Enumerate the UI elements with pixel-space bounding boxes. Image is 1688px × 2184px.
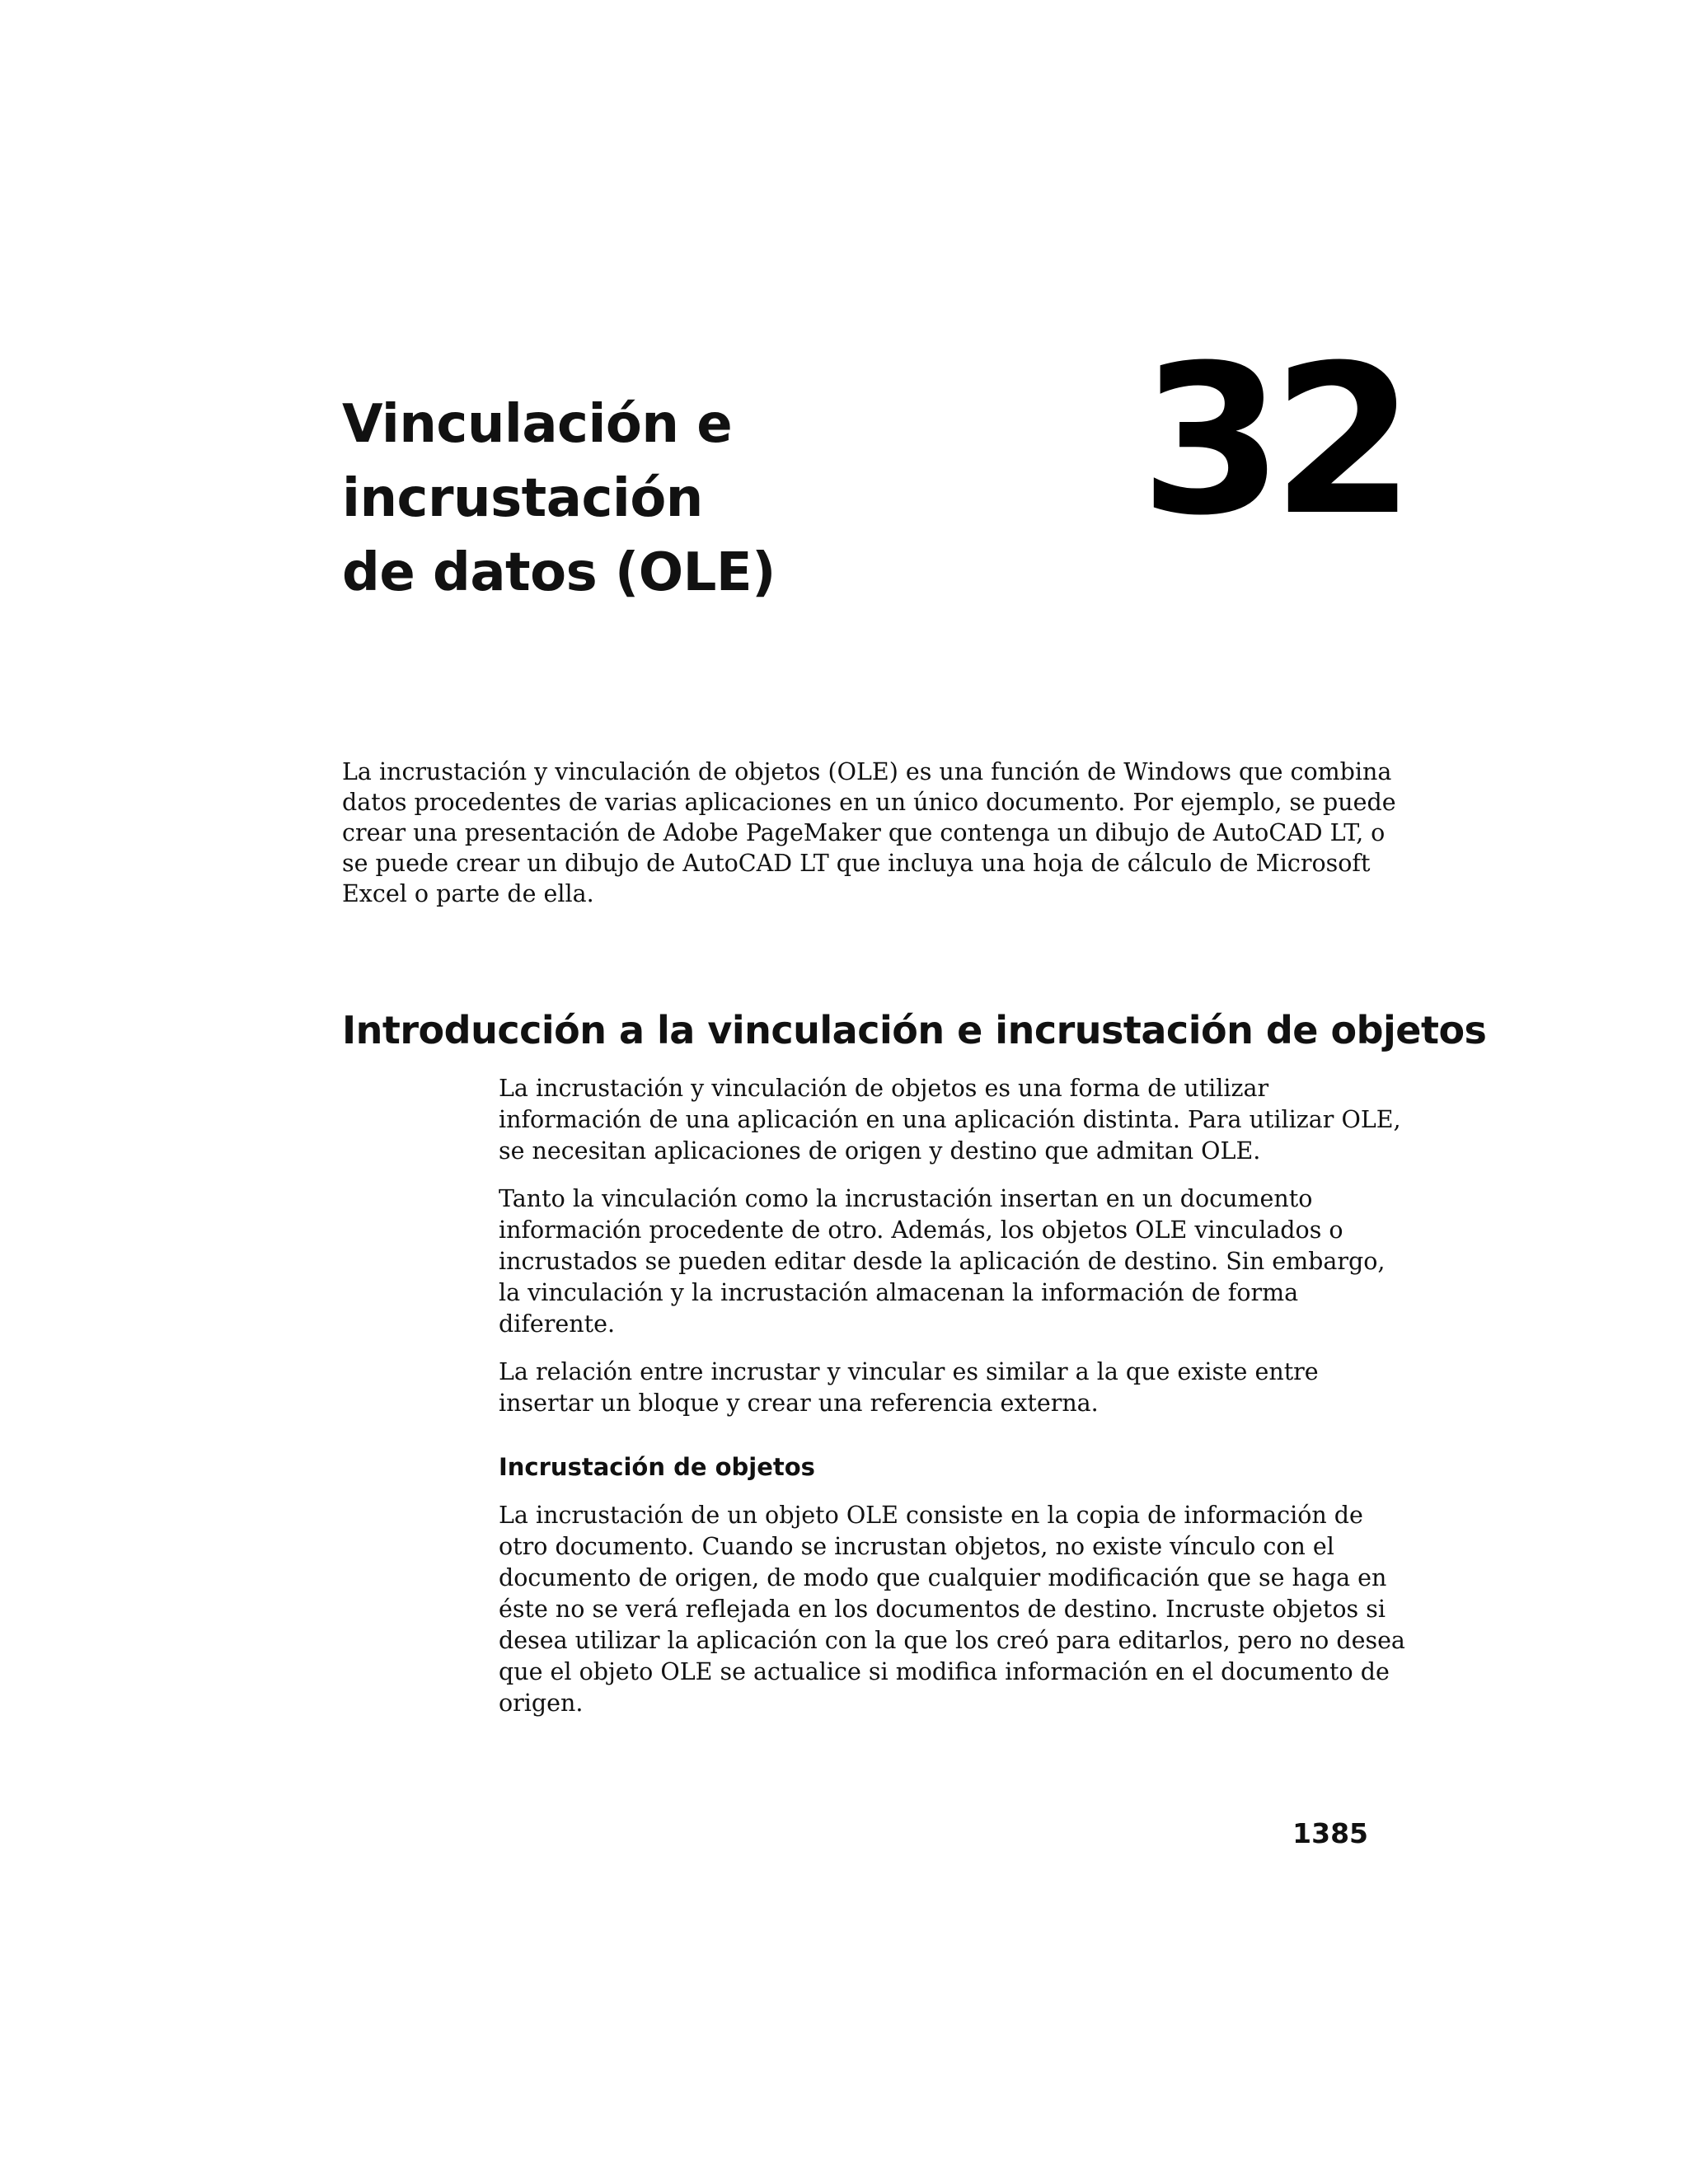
subsection-title: Incrustación de objetos — [499, 1453, 815, 1481]
section-paragraph-3: La relación entre incrustar y vincular es similar a la que existe entre insertar un bloque y crear una referencia externa. — [499, 1358, 1319, 1417]
subsection-paragraph: La incrustación de un objeto OLE consiste en la copia de información de otro documento. Cuando se incrustan objetos, no existe vínculo con el documento de origen, de modo que cualquier modificación que se haga en éste no se verá reflejada en los documentos de destino. Incruste objetos si desea utilizar la aplicación con la que los creó para editarlos, pero no desea que el objeto OLE se actualice si modifica información en el documento de origen. — [499, 1502, 1405, 1717]
section-title: Introducción a la vinculación e incrustación de objetos — [342, 1008, 1487, 1052]
section-paragraph-1: La incrustación y vinculación de objetos es una forma de utilizar información de una aplicación en una aplicación distinta. Para utilizar OLE, se necesitan aplicaciones de origen y destino que admitan OLE. — [499, 1075, 1401, 1165]
chapter-title-line-1: Vinculación e incrustación — [342, 394, 733, 529]
chapter-number: 32 — [1140, 321, 1404, 560]
section-paragraph-2: Tanto la vinculación como la incrustación insertan en un documento información procedente de otro. Además, los objetos OLE vinculados o incrustados se pueden editar desde la aplicación de destino. Sin embargo, la vinculación y la incrustación almacenan la información de forma diferente. — [499, 1185, 1386, 1338]
intro-paragraph: La incrustación y vinculación de objetos (OLE) es una función de Windows que combina datos procedentes de varias aplicaciones en un único documento. Por ejemplo, se puede crear una presentación de Adobe PageMaker que contenga un dibujo de AutoCAD LT, o se puede crear un dibujo de AutoCAD LT que incluya una hoja de cálculo de Microsoft Excel o parte de ella. — [342, 758, 1396, 907]
page-number: 1385 — [1292, 1817, 1368, 1849]
chapter-title-line-2: de datos (OLE) — [342, 542, 776, 603]
chapter-title — [342, 387, 1084, 610]
section-body — [499, 1073, 1405, 1736]
